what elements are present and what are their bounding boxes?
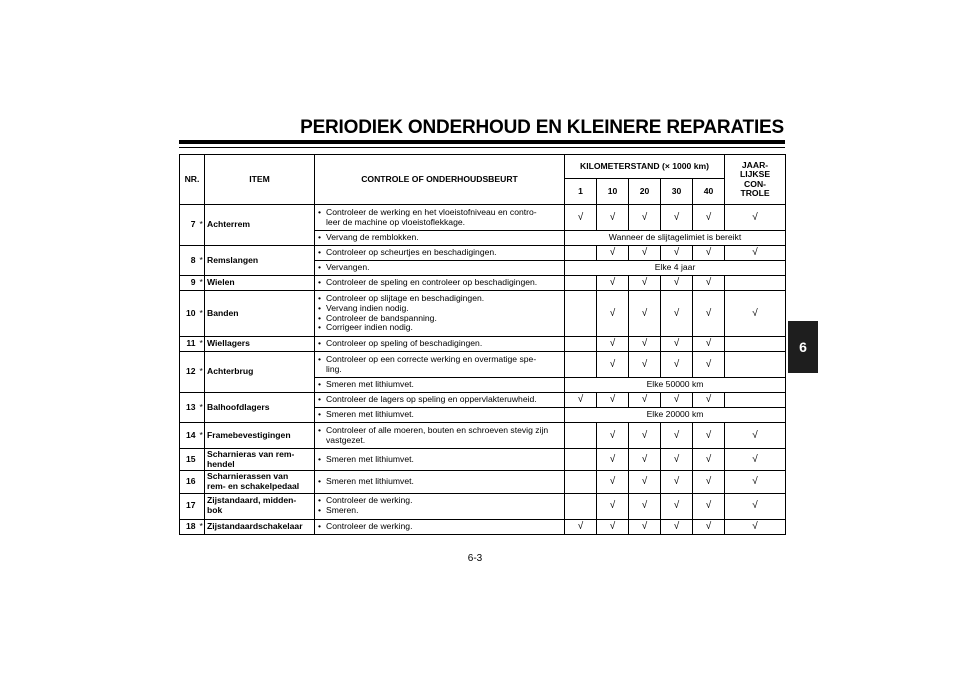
check-cell: √ [629,352,661,378]
row-number: 16 [180,471,198,493]
header-item: ITEM [205,155,315,205]
check-cell: √ [597,352,629,378]
check-cell: √ [693,352,725,378]
check-cell: √ [693,276,725,291]
control-line [318,522,562,532]
control-line [318,455,562,465]
bullet [318,365,326,375]
check-cell [725,337,786,352]
bullet: • [318,495,322,506]
check-cell: √ [661,337,693,352]
row-star: * [198,393,205,423]
bullet: • [318,453,322,464]
check-cell: √ [725,449,786,471]
row-item: Achterbrug [205,352,315,393]
check-cell: √ [629,449,661,471]
check-cell: √ [629,291,661,337]
check-cell: √ [629,205,661,231]
header-km-1: 1 [565,179,597,205]
table-row [180,519,786,534]
check-cell: √ [661,246,693,261]
control-text: Corrigeer indien nodig. [326,322,413,333]
check-cell: √ [661,276,693,291]
control-line [318,263,562,273]
control-text: Smeren met lithiumvet. [326,409,414,420]
title-rule-thick [179,140,785,144]
check-cell: √ [661,205,693,231]
row-item: Scharnierassen van rem- en schakelpedaal [205,471,315,493]
row-number: 18 [180,519,198,534]
check-cell: √ [725,205,786,231]
check-cell [565,493,597,519]
check-cell: √ [693,246,725,261]
check-cell: √ [597,471,629,493]
row-star: * [198,291,205,337]
table-row [180,352,786,378]
check-cell: √ [693,423,725,449]
table-row [180,493,786,519]
row-number: 9 [180,276,198,291]
header-annual: JAAR- LIJKSE CON- TROLE [725,155,786,205]
control-text: Controleer de werking en het vloeistofniveau en contro- [326,206,537,217]
maintenance-table [179,154,786,535]
check-cell: √ [629,519,661,534]
row-number: 13 [180,393,198,423]
check-cell: √ [597,423,629,449]
check-cell: √ [725,423,786,449]
control-line [318,355,562,365]
row-number: 10 [180,291,198,337]
bullet: • [318,379,322,390]
control-text: Smeren met lithiumvet. [326,379,414,390]
bullet: • [318,338,322,349]
table-row [180,337,786,352]
row-item: Remslangen [205,246,315,276]
control-line [318,248,562,258]
check-cell [725,352,786,378]
row-control [315,205,565,231]
control-line [318,436,562,446]
page-number: 6-3 [467,553,483,564]
bullet: • [318,302,322,313]
interval-note: Elke 50000 km [565,378,786,393]
bullet: • [318,312,322,323]
control-text: Controleer de bandspanning. [326,312,437,323]
row-star: * [198,246,205,276]
check-cell: √ [693,291,725,337]
control-text: Controleer de werking. [326,520,413,531]
control-line [318,323,562,333]
header-row [180,155,786,179]
row-control [315,449,565,471]
check-cell [565,449,597,471]
check-cell [565,291,597,337]
bullet: • [318,277,322,288]
check-cell [565,423,597,449]
control-text: ling. [326,363,342,374]
control-text: vastgezet. [326,434,366,445]
row-item: Balhoofdlagers [205,393,315,423]
row-star: * [198,423,205,449]
check-cell: √ [597,276,629,291]
row-item: Wiellagers [205,337,315,352]
check-cell: √ [693,205,725,231]
row-control [315,246,565,261]
check-cell: √ [629,246,661,261]
interval-note: Wanneer de slijtagelimiet is bereikt [565,231,786,246]
table-row [180,291,786,337]
bullet [318,218,326,228]
control-line [318,380,562,390]
table-row [180,449,786,471]
row-number: 15 [180,449,198,471]
interval-note: Elke 20000 km [565,408,786,423]
row-item: Banden [205,291,315,337]
check-cell: √ [597,337,629,352]
row-item: Wielen [205,276,315,291]
check-cell: √ [565,393,597,408]
row-control [315,276,565,291]
header-control: CONTROLE OF ONDERHOUDSBEURT [315,155,565,205]
check-cell: √ [693,471,725,493]
row-number: 7 [180,205,198,246]
check-cell: √ [693,337,725,352]
control-text: Smeren. [326,505,359,515]
check-cell: √ [693,449,725,471]
control-line [318,410,562,420]
check-cell: √ [597,493,629,519]
check-cell: √ [661,423,693,449]
check-cell: √ [725,246,786,261]
row-number: 14 [180,423,198,449]
interval-note: Elke 4 jaar [565,261,786,276]
control-text: Controleer op speling of beschadigingen. [326,338,483,349]
bullet: • [318,262,322,273]
control-text: Vervangen. [326,262,370,273]
bullet: • [318,424,322,435]
control-text: Controleer op een correcte werking en overmatige spe- [326,353,537,364]
header-km-40: 40 [693,179,725,205]
check-cell: √ [725,519,786,534]
row-control [315,337,565,352]
row-star: * [198,276,205,291]
control-line [318,395,562,405]
check-cell [725,393,786,408]
row-control [315,519,565,534]
control-text: Controleer de lagers op speling en oppervlakteruwheid. [326,394,537,405]
control-line [318,233,562,243]
row-control [315,493,565,519]
bullet: • [318,409,322,420]
row-control [315,291,565,337]
row-number: 11 [180,337,198,352]
check-cell: √ [661,352,693,378]
row-control [315,471,565,493]
check-cell: √ [693,519,725,534]
page-title: PERIODIEK ONDERHOUD EN KLEINERE REPARATIES [300,117,784,138]
row-star [198,471,205,493]
row-star: * [198,205,205,246]
table-body [180,205,786,535]
check-cell: √ [597,393,629,408]
bullet: • [318,322,322,333]
title-rule-thin [179,147,785,148]
check-cell: √ [597,246,629,261]
check-cell: √ [725,291,786,337]
row-control [315,231,565,246]
row-item: Achterrem [205,205,315,246]
row-star: * [198,352,205,393]
check-cell: √ [565,519,597,534]
row-number: 17 [180,493,198,519]
table-row [180,205,786,231]
row-item: Zijstandaardschakelaar [205,519,315,534]
row-item: Scharnieras van rem- hendel [205,449,315,471]
row-control [315,423,565,449]
bullet [318,436,326,446]
control-text: Controleer op scheurtjes en beschadigingen. [326,247,497,258]
table-row [180,393,786,408]
control-line [318,278,562,288]
check-cell: √ [629,423,661,449]
control-line [318,506,562,516]
check-cell: √ [597,205,629,231]
table-row [180,276,786,291]
check-cell: √ [597,449,629,471]
row-control [315,352,565,378]
check-cell [565,246,597,261]
check-cell: √ [661,393,693,408]
check-cell: √ [629,337,661,352]
row-star: * [198,337,205,352]
row-star [198,449,205,471]
row-item: Framebevestigingen [205,423,315,449]
check-cell [565,352,597,378]
header-km-group: KILOMETERSTAND (× 1000 km) [565,155,725,179]
check-cell: √ [661,449,693,471]
row-star: * [198,519,205,534]
check-cell: √ [629,471,661,493]
chapter-tab: 6 [788,321,818,373]
control-text: Vervang indien nodig. [326,302,409,313]
table-row [180,423,786,449]
table-row [180,246,786,261]
row-control [315,378,565,393]
bullet: • [318,206,322,217]
header-nr: NR. [180,155,205,205]
control-line [318,365,562,375]
check-cell [565,337,597,352]
control-text: Controleer op slijtage en beschadigingen. [326,293,485,304]
control-line [318,339,562,349]
check-cell: √ [597,291,629,337]
check-cell: √ [661,519,693,534]
control-text: Smeren met lithiumvet. [326,453,414,464]
check-cell: √ [661,471,693,493]
control-text: Vervang de remblokken. [326,232,419,243]
check-cell: √ [629,393,661,408]
row-star [198,493,205,519]
check-cell: √ [693,493,725,519]
control-text: Controleer de werking. [326,495,413,506]
control-line [318,477,562,487]
row-control [315,261,565,276]
bullet: • [318,247,322,258]
table-row [180,471,786,493]
row-number: 8 [180,246,198,276]
control-text: Controleer of alle moeren, bouten en schroeven stevig zijn [326,424,549,435]
check-cell: √ [661,291,693,337]
bullet: • [318,394,322,405]
bullet: • [318,232,322,243]
header-km-20: 20 [629,179,661,205]
control-text: leer de machine op vloeistoflekkage. [326,216,466,227]
check-cell: √ [725,493,786,519]
control-line [318,218,562,228]
check-cell: √ [565,205,597,231]
bullet: • [318,505,322,515]
row-control [315,393,565,408]
row-number: 12 [180,352,198,393]
control-text: Smeren met lithiumvet. [326,476,414,487]
row-item: Zijstandaard, midden- bok [205,493,315,519]
check-cell: √ [693,393,725,408]
bullet: • [318,353,322,364]
header-km-10: 10 [597,179,629,205]
row-control [315,408,565,423]
bullet: • [318,476,322,487]
check-cell: √ [725,471,786,493]
bullet: • [318,520,322,531]
check-cell: √ [661,493,693,519]
check-cell: √ [629,493,661,519]
bullet: • [318,293,322,304]
check-cell [565,276,597,291]
check-cell [725,276,786,291]
check-cell: √ [597,519,629,534]
check-cell: √ [629,276,661,291]
header-km-30: 30 [661,179,693,205]
check-cell [565,471,597,493]
control-text: Controleer de speling en controleer op beschadigingen. [326,277,538,288]
